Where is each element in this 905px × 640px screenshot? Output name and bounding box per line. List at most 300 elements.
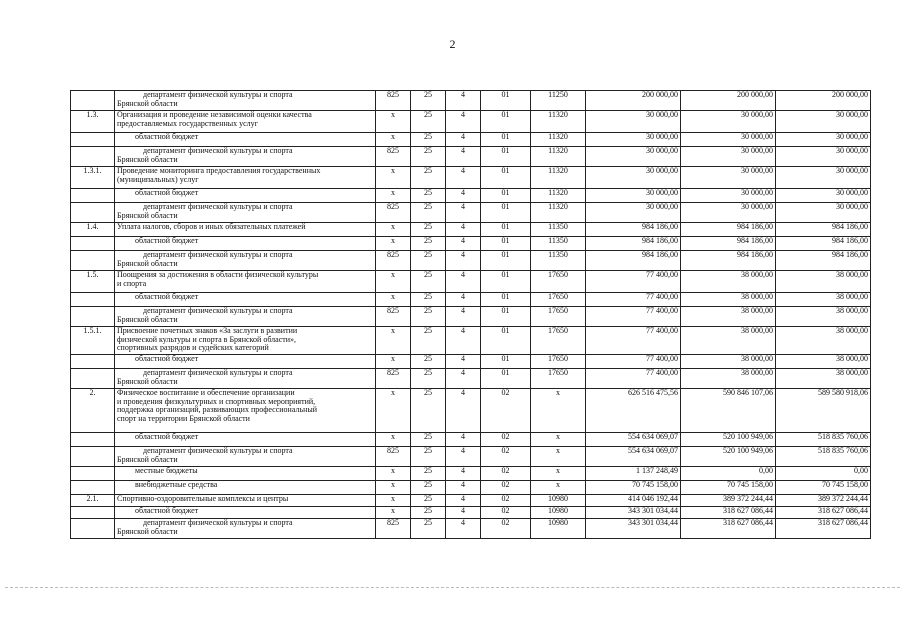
admin-code-cell: 825 — [376, 91, 411, 111]
item-name-line: Брянской области — [117, 258, 178, 268]
item-name-cell — [115, 481, 376, 495]
section-code-cell: 25 — [411, 251, 446, 271]
item-name-line: департамент физической культуры и спорта — [143, 518, 293, 527]
section-code-cell: 25 — [411, 237, 446, 251]
table-row — [71, 91, 871, 111]
item-name-line: спортивных разрядов и судейских категорий — [117, 343, 269, 352]
amount-year1-cell: 343 301 034,44 — [586, 507, 681, 519]
item-name-line: областной бюджет — [135, 236, 199, 245]
item-name-line: местные бюджеты — [135, 466, 198, 475]
amount-year2-cell: 70 745 158,00 — [681, 481, 776, 495]
item-number-cell: 1.3.1. — [71, 167, 115, 189]
section-code-cell: 25 — [411, 189, 446, 203]
amount-year2-cell: 389 372 244,44 — [681, 495, 776, 507]
section-code-cell: 25 — [411, 111, 446, 133]
amount-year3-cell: 30 000,00 — [776, 189, 871, 203]
amount-year3-cell: 389 372 244,44 — [776, 495, 871, 507]
item-name-line: Брянской области — [117, 376, 178, 386]
amount-year2-cell: 30 000,00 — [681, 203, 776, 223]
table-row — [71, 147, 871, 167]
section-code-cell: 25 — [411, 481, 446, 495]
admin-code-cell: 825 — [376, 447, 411, 467]
item-name-cell — [115, 327, 376, 355]
section-code-cell: 25 — [411, 203, 446, 223]
amount-year2-cell: 38 000,00 — [681, 327, 776, 355]
program-code-cell: 01 — [481, 203, 531, 223]
item-name-cell — [115, 519, 376, 539]
amount-year1-cell: 984 186,00 — [586, 237, 681, 251]
subsection-code-cell: 4 — [446, 189, 481, 203]
program-code-cell: 01 — [481, 111, 531, 133]
section-code-cell: 25 — [411, 167, 446, 189]
subsection-code-cell: 4 — [446, 237, 481, 251]
amount-year1-cell: 626 516 475,56 — [586, 389, 681, 433]
admin-code-cell: x — [376, 481, 411, 495]
direction-code-cell: 11350 — [531, 223, 586, 237]
amount-year2-cell: 984 186,00 — [681, 223, 776, 237]
item-number-cell — [71, 355, 115, 369]
item-number-cell — [71, 293, 115, 307]
table-row — [71, 327, 871, 355]
subsection-code-cell: 4 — [446, 467, 481, 481]
item-name-cell — [115, 507, 376, 519]
table-row — [71, 167, 871, 189]
section-code-cell: 25 — [411, 133, 446, 147]
table-row — [71, 495, 871, 507]
item-number-cell: 1.5. — [71, 271, 115, 293]
item-name-line: департамент физической культуры и спорта — [143, 306, 293, 315]
item-name-line: предоставляемых государственных услуг — [117, 118, 258, 128]
amount-year2-cell: 38 000,00 — [681, 307, 776, 327]
item-name-cell — [115, 271, 376, 293]
direction-code-cell: 11350 — [531, 251, 586, 271]
section-code-cell: 25 — [411, 223, 446, 237]
item-name-line: Присвоение почетных знаков «За заслуги в развитии — [117, 326, 298, 335]
amount-year3-cell: 589 580 918,06 — [776, 389, 871, 433]
amount-year1-cell: 984 186,00 — [586, 223, 681, 237]
amount-year3-cell: 30 000,00 — [776, 147, 871, 167]
item-number-cell: 1.3. — [71, 111, 115, 133]
item-number-cell — [71, 189, 115, 203]
item-name-line: областной бюджет — [135, 432, 199, 441]
admin-code-cell: x — [376, 223, 411, 237]
item-name-line: областной бюджет — [135, 354, 199, 363]
admin-code-cell: x — [376, 495, 411, 507]
item-name-cell — [115, 237, 376, 251]
direction-code-cell: 17650 — [531, 355, 586, 369]
item-name-line: Уплата налогов, сборов и иных обязательных платежей — [117, 222, 306, 231]
section-code-cell: 25 — [411, 519, 446, 539]
item-number-cell — [71, 133, 115, 147]
table-row — [71, 189, 871, 203]
item-name-line: Спортивно-оздоровительные комплексы и центры — [117, 494, 289, 503]
item-number-cell: 1.5.1. — [71, 327, 115, 355]
amount-year3-cell: 984 186,00 — [776, 237, 871, 251]
item-name-cell — [115, 223, 376, 237]
item-name-line: внебюджетные средства — [135, 480, 218, 489]
subsection-code-cell: 4 — [446, 389, 481, 433]
table-row — [71, 251, 871, 271]
item-name-line: Брянской области — [117, 154, 178, 164]
item-number-cell — [71, 519, 115, 539]
subsection-code-cell: 4 — [446, 447, 481, 467]
amount-year3-cell: 984 186,00 — [776, 251, 871, 271]
item-name-line: Поощрения за достижения в области физической культуры — [117, 270, 319, 279]
admin-code-cell: 825 — [376, 251, 411, 271]
item-name-cell — [115, 133, 376, 147]
program-code-cell: 02 — [481, 507, 531, 519]
table-row — [71, 307, 871, 327]
table-row — [71, 133, 871, 147]
amount-year1-cell: 77 400,00 — [586, 327, 681, 355]
section-code-cell: 25 — [411, 447, 446, 467]
program-code-cell: 01 — [481, 133, 531, 147]
item-number-cell — [71, 147, 115, 167]
item-name-line: областной бюджет — [135, 506, 199, 515]
item-name-cell — [115, 111, 376, 133]
item-number-cell — [71, 251, 115, 271]
item-name-cell — [115, 447, 376, 467]
program-code-cell: 01 — [481, 271, 531, 293]
item-name-line: департамент физической культуры и спорта — [143, 90, 293, 99]
item-number-cell: 2. — [71, 389, 115, 433]
item-name-cell — [115, 307, 376, 327]
item-number-cell — [71, 447, 115, 467]
admin-code-cell: x — [376, 433, 411, 447]
admin-code-cell: x — [376, 133, 411, 147]
direction-code-cell: 10980 — [531, 507, 586, 519]
subsection-code-cell: 4 — [446, 507, 481, 519]
section-code-cell: 25 — [411, 467, 446, 481]
subsection-code-cell: 4 — [446, 91, 481, 111]
amount-year3-cell: 30 000,00 — [776, 167, 871, 189]
amount-year2-cell: 984 186,00 — [681, 251, 776, 271]
admin-code-cell: x — [376, 189, 411, 203]
table-row — [71, 203, 871, 223]
direction-code-cell: x — [531, 481, 586, 495]
amount-year3-cell: 38 000,00 — [776, 355, 871, 369]
amount-year3-cell: 38 000,00 — [776, 271, 871, 293]
item-number-cell — [71, 307, 115, 327]
amount-year2-cell: 318 627 086,44 — [681, 507, 776, 519]
item-name-cell — [115, 91, 376, 111]
direction-code-cell: x — [531, 467, 586, 481]
section-code-cell: 25 — [411, 507, 446, 519]
amount-year1-cell: 30 000,00 — [586, 133, 681, 147]
section-code-cell: 25 — [411, 293, 446, 307]
item-name-line: Организация и проведение независимой оценки качества — [117, 110, 312, 119]
item-number-cell: 1.4. — [71, 223, 115, 237]
table-row — [71, 111, 871, 133]
item-name-line: спорт на территории Брянской области — [117, 413, 250, 423]
subsection-code-cell: 4 — [446, 271, 481, 293]
amount-year2-cell: 200 000,00 — [681, 91, 776, 111]
amount-year3-cell: 30 000,00 — [776, 111, 871, 133]
section-code-cell: 25 — [411, 271, 446, 293]
amount-year1-cell: 984 186,00 — [586, 251, 681, 271]
subsection-code-cell: 4 — [446, 293, 481, 307]
item-name-line: физической культуры и спорта в Брянской области», — [117, 334, 297, 344]
section-code-cell: 25 — [411, 355, 446, 369]
amount-year2-cell: 0,00 — [681, 467, 776, 481]
subsection-code-cell: 4 — [446, 327, 481, 355]
amount-year1-cell: 30 000,00 — [586, 111, 681, 133]
item-name-cell — [115, 203, 376, 223]
amount-year1-cell: 77 400,00 — [586, 293, 681, 307]
program-code-cell: 01 — [481, 167, 531, 189]
direction-code-cell: 17650 — [531, 271, 586, 293]
amount-year3-cell: 38 000,00 — [776, 327, 871, 355]
table-row — [71, 433, 871, 447]
amount-year3-cell: 518 835 760,06 — [776, 447, 871, 467]
item-number-cell — [71, 481, 115, 495]
admin-code-cell: x — [376, 293, 411, 307]
amount-year2-cell: 520 100 949,06 — [681, 447, 776, 467]
table-row — [71, 389, 871, 433]
program-code-cell: 01 — [481, 91, 531, 111]
item-name-line: поддержка организаций, развивающих профессиональный — [117, 405, 318, 414]
item-name-cell — [115, 467, 376, 481]
item-name-line: (муниципальных) услуг — [117, 174, 199, 184]
amount-year2-cell: 38 000,00 — [681, 293, 776, 307]
table-row — [71, 519, 871, 539]
item-number-cell — [71, 203, 115, 223]
item-name-line: Брянской области — [117, 98, 178, 108]
amount-year1-cell: 77 400,00 — [586, 355, 681, 369]
admin-code-cell: x — [376, 237, 411, 251]
amount-year2-cell: 590 846 107,06 — [681, 389, 776, 433]
amount-year3-cell: 984 186,00 — [776, 223, 871, 237]
admin-code-cell: 825 — [376, 369, 411, 389]
table-row — [71, 369, 871, 389]
section-code-cell: 25 — [411, 327, 446, 355]
amount-year1-cell: 554 634 069,07 — [586, 433, 681, 447]
amount-year1-cell: 414 046 192,44 — [586, 495, 681, 507]
direction-code-cell: x — [531, 433, 586, 447]
direction-code-cell: 11320 — [531, 147, 586, 167]
item-name-cell — [115, 147, 376, 167]
subsection-code-cell: 4 — [446, 481, 481, 495]
amount-year1-cell: 554 634 069,07 — [586, 447, 681, 467]
amount-year3-cell: 30 000,00 — [776, 203, 871, 223]
subsection-code-cell: 4 — [446, 203, 481, 223]
direction-code-cell: x — [531, 447, 586, 467]
program-code-cell: 02 — [481, 433, 531, 447]
item-name-line: Брянской области — [117, 314, 178, 324]
item-name-cell — [115, 251, 376, 271]
amount-year1-cell: 30 000,00 — [586, 147, 681, 167]
amount-year2-cell: 318 627 086,44 — [681, 519, 776, 539]
amount-year1-cell: 343 301 034,44 — [586, 519, 681, 539]
item-number-cell: 2.1. — [71, 495, 115, 507]
admin-code-cell: 825 — [376, 203, 411, 223]
item-name-cell — [115, 355, 376, 369]
program-code-cell: 01 — [481, 355, 531, 369]
item-name-line: областной бюджет — [135, 132, 199, 141]
amount-year1-cell: 30 000,00 — [586, 167, 681, 189]
item-name-cell — [115, 293, 376, 307]
item-name-line: департамент физической культуры и спорта — [143, 202, 293, 211]
table-row — [71, 355, 871, 369]
direction-code-cell: 10980 — [531, 519, 586, 539]
item-name-line: областной бюджет — [135, 188, 199, 197]
program-code-cell: 02 — [481, 519, 531, 539]
item-name-line: и спорта — [117, 278, 147, 288]
program-code-cell: 02 — [481, 467, 531, 481]
page-number: 2 — [449, 37, 456, 51]
program-code-cell: 01 — [481, 237, 531, 251]
admin-code-cell: x — [376, 111, 411, 133]
program-code-cell: 02 — [481, 389, 531, 433]
direction-code-cell: 11320 — [531, 111, 586, 133]
item-number-cell — [71, 369, 115, 389]
program-code-cell: 01 — [481, 293, 531, 307]
amount-year1-cell: 30 000,00 — [586, 189, 681, 203]
subsection-code-cell: 4 — [446, 495, 481, 507]
subsection-code-cell: 4 — [446, 369, 481, 389]
amount-year3-cell: 38 000,00 — [776, 369, 871, 389]
subsection-code-cell: 4 — [446, 111, 481, 133]
amount-year1-cell: 30 000,00 — [586, 203, 681, 223]
budget-table — [70, 90, 871, 539]
table-row — [71, 447, 871, 467]
table-row — [71, 293, 871, 307]
admin-code-cell: x — [376, 355, 411, 369]
amount-year2-cell: 520 100 949,06 — [681, 433, 776, 447]
section-code-cell: 25 — [411, 307, 446, 327]
amount-year2-cell: 984 186,00 — [681, 237, 776, 251]
section-code-cell: 25 — [411, 91, 446, 111]
admin-code-cell: x — [376, 467, 411, 481]
subsection-code-cell: 4 — [446, 147, 481, 167]
subsection-code-cell: 4 — [446, 223, 481, 237]
amount-year2-cell: 30 000,00 — [681, 167, 776, 189]
item-number-cell — [71, 433, 115, 447]
section-code-cell: 25 — [411, 147, 446, 167]
direction-code-cell: x — [531, 389, 586, 433]
section-code-cell: 25 — [411, 389, 446, 433]
amount-year2-cell: 30 000,00 — [681, 147, 776, 167]
amount-year1-cell: 77 400,00 — [586, 369, 681, 389]
amount-year2-cell: 30 000,00 — [681, 189, 776, 203]
item-name-line: Брянской области — [117, 454, 178, 464]
item-name-line: Физическое воспитание и обеспечение организации — [117, 388, 295, 397]
admin-code-cell: x — [376, 271, 411, 293]
amount-year3-cell: 38 000,00 — [776, 307, 871, 327]
amount-year3-cell: 318 627 086,44 — [776, 519, 871, 539]
admin-code-cell: 825 — [376, 147, 411, 167]
amount-year2-cell: 38 000,00 — [681, 271, 776, 293]
direction-code-cell: 11350 — [531, 237, 586, 251]
item-name-line: и проведения физкультурных и спортивных мероприятий, — [117, 396, 316, 406]
direction-code-cell: 17650 — [531, 293, 586, 307]
item-name-cell — [115, 189, 376, 203]
amount-year3-cell: 30 000,00 — [776, 133, 871, 147]
item-name-line: департамент физической культуры и спорта — [143, 368, 293, 377]
amount-year3-cell: 38 000,00 — [776, 293, 871, 307]
program-code-cell: 02 — [481, 481, 531, 495]
program-code-cell: 01 — [481, 327, 531, 355]
direction-code-cell: 10980 — [531, 495, 586, 507]
item-name-line: Проведение мониторинга предоставления государственных — [117, 166, 321, 175]
subsection-code-cell: 4 — [446, 355, 481, 369]
amount-year3-cell: 70 745 158,00 — [776, 481, 871, 495]
amount-year2-cell: 38 000,00 — [681, 369, 776, 389]
admin-code-cell: x — [376, 507, 411, 519]
direction-code-cell: 17650 — [531, 307, 586, 327]
table-row — [71, 223, 871, 237]
direction-code-cell: 17650 — [531, 369, 586, 389]
section-code-cell: 25 — [411, 495, 446, 507]
direction-code-cell: 11320 — [531, 189, 586, 203]
section-code-cell: 25 — [411, 369, 446, 389]
amount-year3-cell: 0,00 — [776, 467, 871, 481]
item-name-line: департамент физической культуры и спорта — [143, 446, 293, 455]
program-code-cell: 01 — [481, 223, 531, 237]
direction-code-cell: 11320 — [531, 203, 586, 223]
amount-year1-cell: 200 000,00 — [586, 91, 681, 111]
item-name-line: департамент физической культуры и спорта — [143, 146, 293, 155]
subsection-code-cell: 4 — [446, 519, 481, 539]
amount-year2-cell: 30 000,00 — [681, 111, 776, 133]
table-row — [71, 507, 871, 519]
item-number-cell — [71, 467, 115, 481]
item-name-cell — [115, 389, 376, 433]
subsection-code-cell: 4 — [446, 251, 481, 271]
admin-code-cell: 825 — [376, 307, 411, 327]
section-code-cell: 25 — [411, 433, 446, 447]
direction-code-cell: 11250 — [531, 91, 586, 111]
item-name-line: областной бюджет — [135, 292, 199, 301]
amount-year2-cell: 30 000,00 — [681, 133, 776, 147]
amount-year2-cell: 38 000,00 — [681, 355, 776, 369]
subsection-code-cell: 4 — [446, 167, 481, 189]
program-code-cell: 01 — [481, 251, 531, 271]
table-row — [71, 467, 871, 481]
direction-code-cell: 11320 — [531, 133, 586, 147]
table-row — [71, 481, 871, 495]
direction-code-cell: 11320 — [531, 167, 586, 189]
admin-code-cell: x — [376, 389, 411, 433]
item-number-cell — [71, 237, 115, 251]
item-name-cell — [115, 369, 376, 389]
amount-year3-cell: 318 627 086,44 — [776, 507, 871, 519]
subsection-code-cell: 4 — [446, 307, 481, 327]
table-row — [71, 237, 871, 251]
amount-year1-cell: 77 400,00 — [586, 307, 681, 327]
program-code-cell: 01 — [481, 147, 531, 167]
program-code-cell: 01 — [481, 307, 531, 327]
program-code-cell: 02 — [481, 447, 531, 467]
admin-code-cell: 825 — [376, 519, 411, 539]
admin-code-cell: x — [376, 327, 411, 355]
admin-code-cell: x — [376, 167, 411, 189]
item-name-line: департамент физической культуры и спорта — [143, 250, 293, 259]
program-code-cell: 02 — [481, 495, 531, 507]
amount-year1-cell: 70 745 158,00 — [586, 481, 681, 495]
item-number-cell — [71, 507, 115, 519]
item-name-line: Брянской области — [117, 526, 178, 536]
program-code-cell: 01 — [481, 369, 531, 389]
scan-edge-line — [5, 587, 900, 588]
table-row — [71, 271, 871, 293]
item-name-cell — [115, 167, 376, 189]
subsection-code-cell: 4 — [446, 433, 481, 447]
amount-year3-cell: 200 000,00 — [776, 91, 871, 111]
amount-year1-cell: 77 400,00 — [586, 271, 681, 293]
item-name-cell — [115, 495, 376, 507]
amount-year1-cell: 1 137 248,49 — [586, 467, 681, 481]
